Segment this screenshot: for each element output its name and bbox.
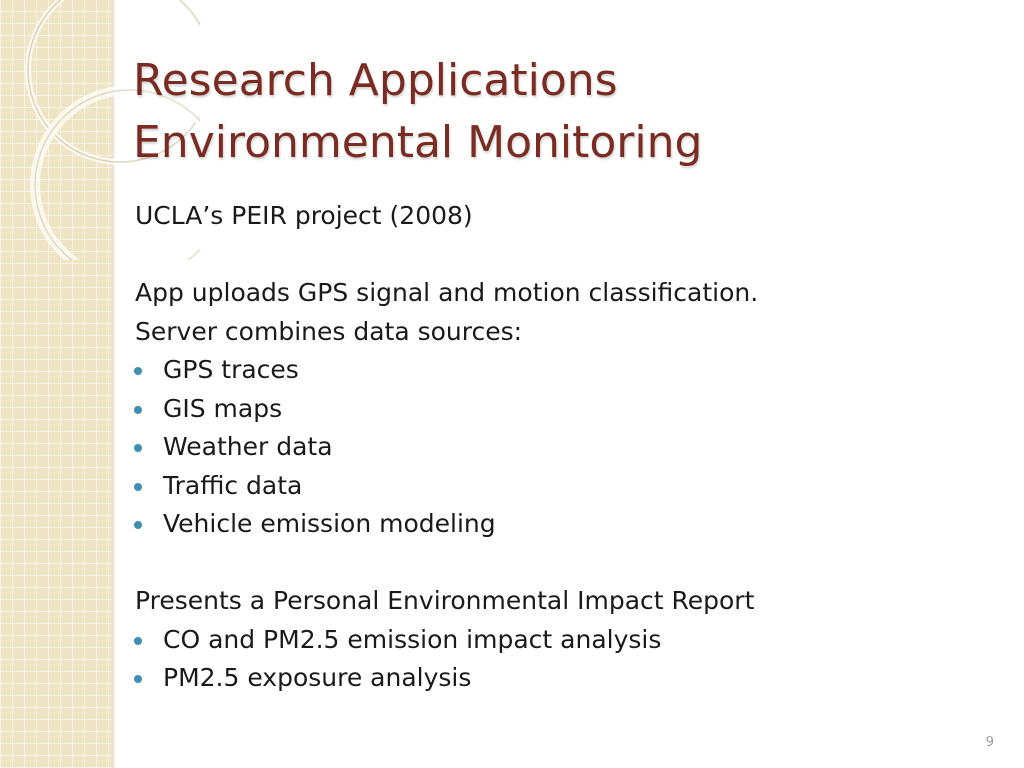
bullet-icon [134,367,142,375]
spacer [135,544,995,583]
list-item-label: Traffic data [163,470,303,500]
list-item-label: Weather data [163,432,333,461]
bullet-icon [134,637,142,645]
spacer [135,236,995,275]
title-line-2: Environmental Monitoring [133,117,703,168]
list-item-label: GIS maps [163,393,283,423]
bullet-icon [134,675,142,683]
slide-title [133,50,702,174]
bullet-icon [134,483,142,491]
list-item-analysis [135,621,995,660]
bullet-icon [134,406,142,414]
list-item-source [135,428,995,467]
combine-line: Server combines data sources: [135,316,523,346]
list-item-source [135,351,995,390]
bullet-icon [134,521,142,529]
list-item-label: CO and PM2.5 emission impact analysis [163,624,662,654]
upload-line: App uploads GPS signal and motion classification. [135,278,759,307]
list-item-source [135,390,995,429]
list-item-label: Vehicle emission modeling [163,509,496,538]
list-item-source [135,505,995,544]
list-item-label: PM2.5 exposure analysis [163,663,472,692]
bullet-icon [134,444,142,452]
list-item-source [135,467,995,506]
slide-body [135,197,995,698]
list-item-analysis [135,659,995,698]
project-line: UCLA’s PEIR project (2008) [135,201,473,230]
report-line: Presents a Personal Environmental Impact Report [135,586,755,615]
title-line-1: Research Applications [133,55,618,106]
page-number: 9 [985,735,994,750]
list-item-label: GPS traces [163,355,299,384]
